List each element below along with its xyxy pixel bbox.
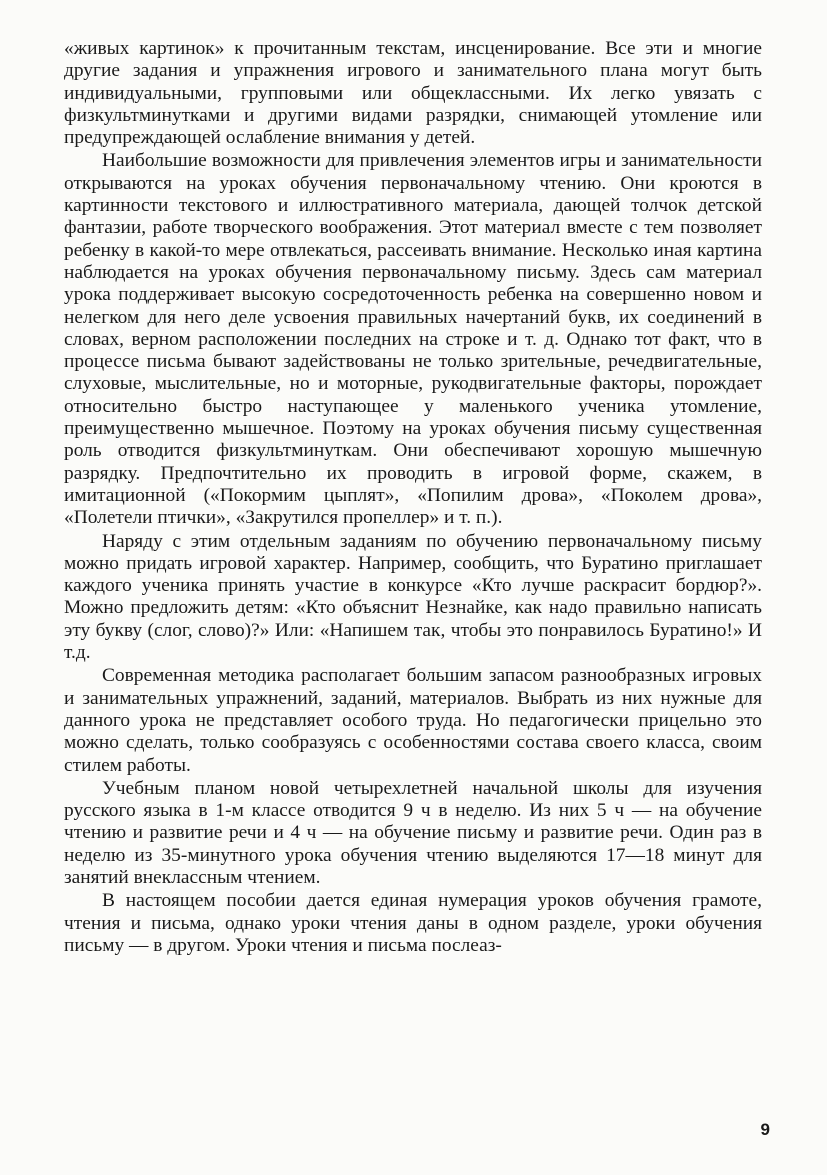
paragraph-modern-methods: Современная методика располагает большим запасом разнообразных игровых и занимательных упражнений, заданий, материалов. Выбрать из них нужные для данного урока не представляет особого труда. Но педагогически прицельно это можно сделать, только сообразуясь с особенностями состава своего класса, своим стилем работы.: [64, 665, 762, 776]
page-number: 9: [760, 1120, 770, 1139]
paragraph-numbering: В настоящем пособии дается единая нумерация уроков обучения грамоте, чтения и письма, однако уроки чтения даны в одном разделе, уроки обучения письму — в другом. Уроки чтения и письма послеаз-: [64, 890, 762, 956]
paragraph-reading-lessons: Наибольшие возможности для привлечения элементов игры и занимательности открываются на уроках обучения первоначальному чтению. Они кроются в картинности текстового и иллюстративного материала, дающей толчок детской фантазии, работе творческого воображения. Этот материал вместе с тем позволяет ребенку в какой-то мере отвлекаться, рассеивать внимание. Несколько иная картина наблюдается на уроках обучения первоначальному письму. Здесь сам материал урока поддерживает высокую сосредоточенность ребенка на совершенно новом и нелегком для него деле усвоения правильных начертаний букв, их соединений в словах, верном расположении последних на строке и т. д. Однако тот факт, что в процессе письма бывают задействованы не только зрительные, речедвигательные, слуховые, мыслительные, но и моторные, рукодвигательные факторы, порождает относительно быстро наступающее у маленького ученика утомление, преимущественно мышечное. Поэтому на уроках обучения письму существенная роль отводится физкультминуткам. Они обеспечивают хорошую мышечную разрядку. Предпочтительно их проводить в игровой форме, скажем, в имитационной («Покормим цыплят», «Попилим дрова», «Поколем дрова», «Полетели птички», «Закрутился пропеллер» и т. п.).: [64, 150, 762, 529]
paragraph-writing-games: Наряду с этим отдельным заданиям по обучению первоначальному письму можно придать игровой характер. Например, сообщить, что Буратино приглашает каждого ученика принять участие в конкурсе «Кто лучше раскрасит бордюр?». Можно предложить детям: «Кто объяснит Незнайке, как надо правильно написать эту букву (слог, слово)?» Или: «Напишем так, чтобы это понравилось Буратино!» И т.д.: [64, 530, 762, 664]
body-text: [64, 38, 762, 957]
paragraph-curriculum: Учебным планом новой четырехлетней начальной школы для изучения русского языка в 1-м классе отводится 9 ч в неделю. Из них 5 ч — на обучение чтению и развитие речи и 4 ч — на обучение письму и развитие речи. Один раз в неделю из 35-минутного урока обучения чтению выделяются 17—18 минут для занятий внеклассным чтением.: [64, 777, 762, 888]
paragraph-continuation: «живых картинок» к прочитанным текстам, инсценирование. Все эти и многие другие задания и упражнения игрового и занимательного плана могут быть индивидуальными, групповыми или общеклассными. Их легко увязать с физкультминутками и другими видами разрядки, снимающей утомление или предупреждающей ослабление внимания у детей.: [64, 38, 762, 149]
